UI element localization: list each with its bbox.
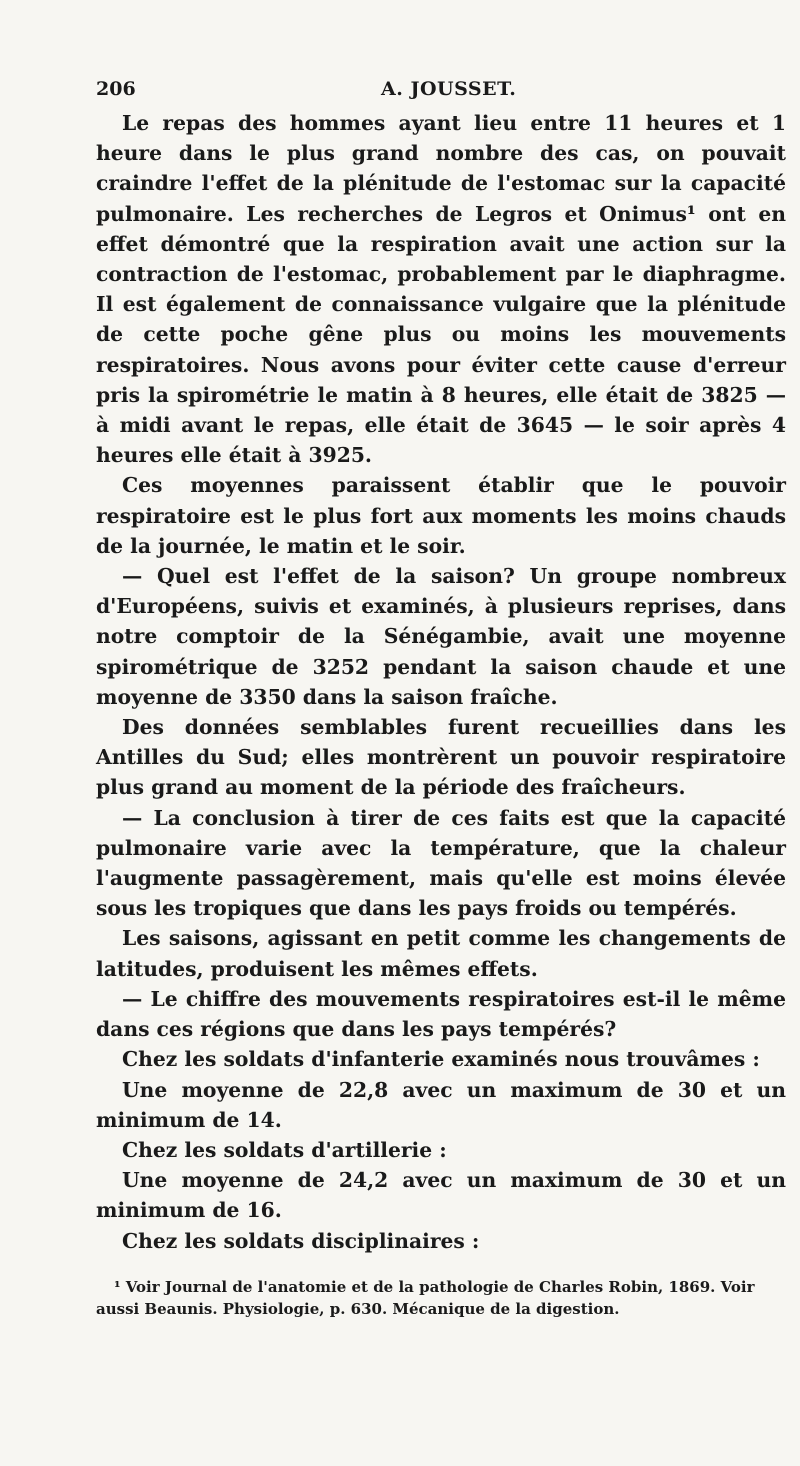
paragraph: Des données semblables furent recueillies dans les Antilles du Sud; elles montrèrent un pouvoir respiratoire plus grand au moment de la période des fraîcheurs. [96, 715, 786, 800]
paragraph: Ces moyennes paraissent établir que le pouvoir respiratoire est le plus fort aux moments les moins chauds de la journée, le matin et le soir. [96, 473, 786, 558]
paragraph: Une moyenne de 24,2 avec un maximum de 30 et un minimum de 16. [96, 1168, 786, 1223]
document-page [96, 74, 786, 1320]
paragraph: — Le chiffre des mouvements respiratoires est-il le même dans ces régions que dans les pays tempérés? [96, 986, 786, 1042]
paragraph: — La conclusion à tirer de ces faits est que la capacité pulmonaire varie avec la température, que la chaleur l'augmente passagèrement, mais qu'elle est moins élevée sous les tropiques que dans les pays froids ou tempérés. [96, 805, 786, 921]
paragraph: Les saisons, agissant en petit comme les changements de latitudes, produisent les mêmes effets. [96, 926, 786, 981]
paragraph: — Quel est l'effet de la saison? Un groupe nombreux d'Européens, suivis et examinés, à plusieurs reprises, dans notre comptoir de la Sénégambie, avait une moyenne spirométrique de 3252 pendant la saison chaude et une moyenne de 3350 dans la saison fraîche. [96, 564, 786, 709]
paragraph: Chez les soldats disciplinaires : [122, 1228, 480, 1253]
page-number: 206 [96, 78, 136, 100]
page-header [96, 74, 786, 108]
paragraph: Le repas des hommes ayant lieu entre 11 heures et 1 heure dans le plus grand nombre des cas, on pouvait craindre l'effet de la plénitude de l'estomac sur la capacité pulmonaire. Les recherches de Legros et Onimus¹ ont en effet démontré que la respiration avait une action sur la contraction de l'estomac, probablement par le diaphragme. Il est également de connaissance vulgaire que la plénitude de cette poche gêne plus ou moins les mouvements respiratoires. Nous avons pour éviter cette cause d'erreur pris la spirométrie le matin à 8 heures, elle était de 3825 — à midi avant le repas, elle était de 3645 — le soir après 4 heures elle était à 3925. [96, 111, 786, 468]
footnote: ¹ Voir Journal de l'anatomie et de la pathologie de Charles Robin, 1869. Voir aussi Beaunis. Physiologie, p. 630. Mécanique de la digestion. [96, 1277, 755, 1318]
body-text [96, 108, 786, 1256]
footnotes [96, 1276, 786, 1320]
paragraph: Une moyenne de 22,8 avec un maximum de 30 et un minimum de 14. [96, 1077, 786, 1132]
paragraph: Chez les soldats d'artillerie : [122, 1137, 447, 1162]
running-title: A. JOUSSET. [381, 78, 517, 100]
paragraph: Chez les soldats d'infanterie examinés nous trouvâmes : [122, 1047, 760, 1072]
